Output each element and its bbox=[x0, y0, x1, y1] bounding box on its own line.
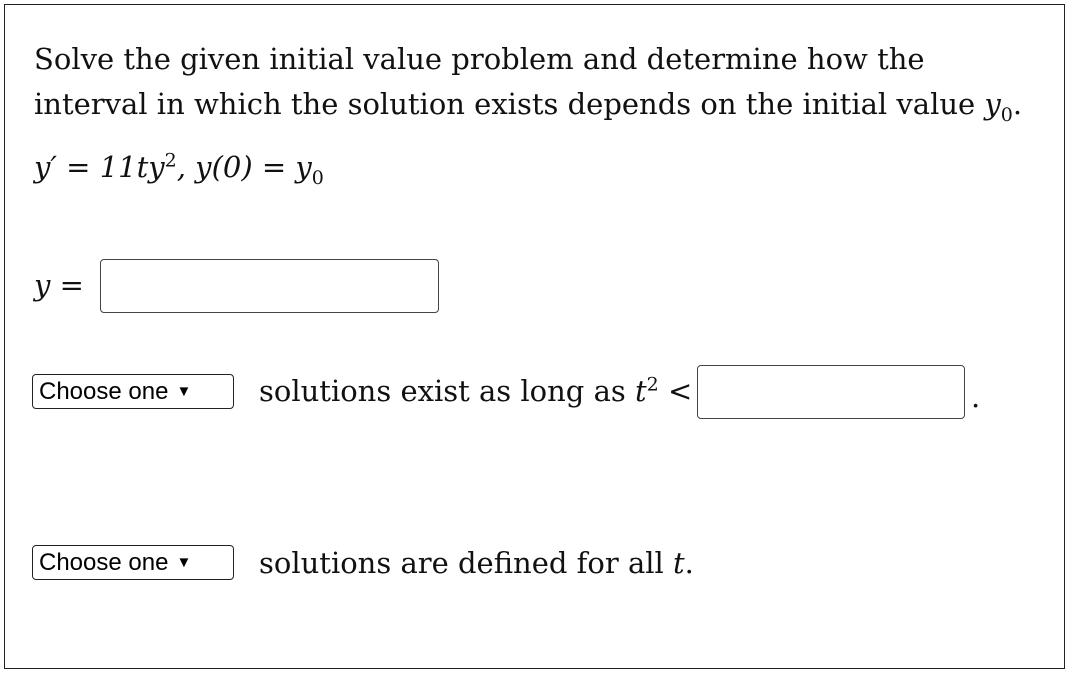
t-squared-bound-input[interactable] bbox=[697, 365, 965, 419]
chevron-down-icon: ▼ bbox=[176, 554, 192, 571]
existence-statement bbox=[259, 369, 692, 413]
select-2-label: Choose one bbox=[39, 548, 169, 576]
prompt-line-1: Solve the given initial value problem and determine how the bbox=[34, 42, 925, 76]
equation-initial-condition: , y(0) = y bbox=[176, 150, 312, 184]
ivp-equation bbox=[34, 145, 324, 189]
existence-statement-text: solutions exist as long as bbox=[259, 374, 635, 408]
prompt-line-2-text: interval in which the solution exists depends on the initial value bbox=[34, 87, 985, 121]
all-t-var: t bbox=[673, 546, 685, 580]
choose-one-select-1[interactable] bbox=[32, 374, 234, 409]
y-answer-label-text: y = bbox=[34, 268, 84, 302]
equation-lhs: y′ = 11ty bbox=[34, 150, 165, 184]
prompt-line-2-end: . bbox=[1012, 87, 1023, 121]
question-prompt bbox=[34, 37, 1054, 127]
existence-exponent: 2 bbox=[646, 373, 659, 396]
question-card bbox=[4, 4, 1065, 669]
equation-subscript: 0 bbox=[311, 166, 324, 189]
less-than-operator: < bbox=[658, 374, 693, 408]
existence-var: t bbox=[634, 374, 647, 408]
select-1-label: Choose one bbox=[39, 377, 169, 405]
trailing-period: . bbox=[971, 380, 981, 414]
prompt-line-2 bbox=[34, 82, 1054, 127]
all-t-statement bbox=[259, 541, 694, 585]
initial-value-var: y bbox=[984, 87, 1001, 121]
choose-one-select-2[interactable] bbox=[32, 545, 234, 580]
equation-exponent: 2 bbox=[164, 149, 177, 172]
all-t-statement-text: solutions are defined for all bbox=[259, 546, 674, 580]
y-answer-label bbox=[34, 263, 84, 307]
y-solution-input[interactable] bbox=[100, 259, 439, 313]
chevron-down-icon: ▼ bbox=[176, 383, 192, 400]
initial-value-subscript: 0 bbox=[1000, 103, 1013, 126]
all-t-statement-end: . bbox=[684, 546, 694, 580]
